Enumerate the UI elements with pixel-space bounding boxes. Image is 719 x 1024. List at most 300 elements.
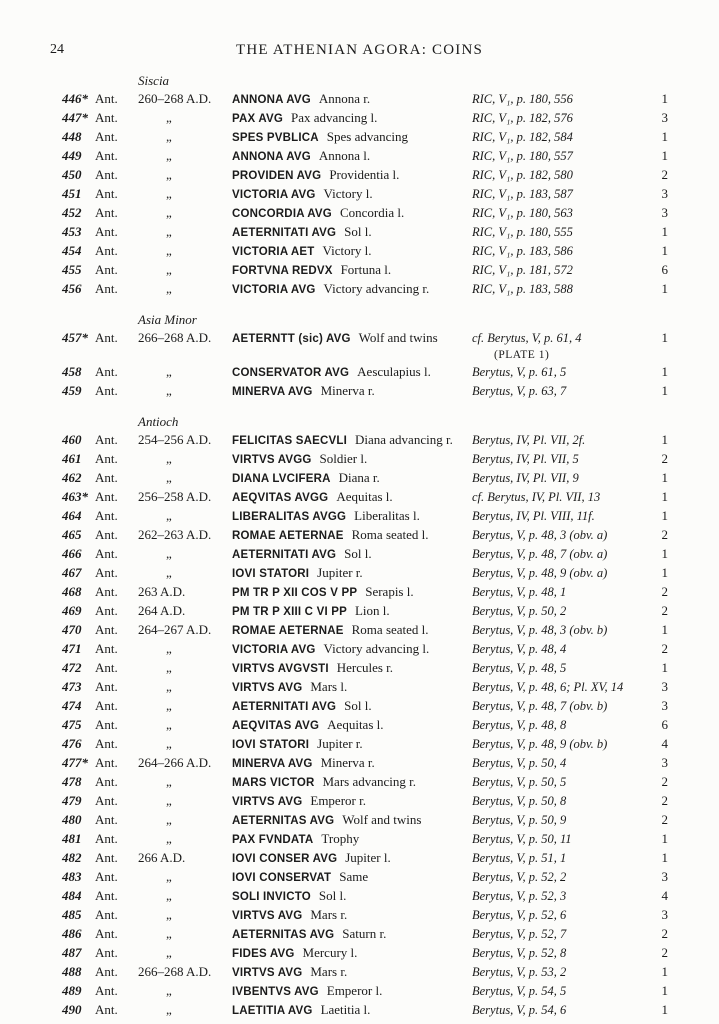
reference [472,204,654,222]
coin-legend: LIBERALITAS AVGG [232,511,347,523]
reference-text: Berytus, IV, Pl. VII, 9 [472,471,579,485]
coin-description: Diana r. [338,470,380,485]
catalog-number: 487 [62,945,82,960]
count: 2 [661,451,668,466]
catalog-number: 465 [62,527,82,542]
legend-cell [232,944,472,963]
coin-legend: SOLI INVICTO [232,891,311,903]
coin-legend: IOVI CONSER AVG [232,853,338,865]
coin-description: Roma seated l. [351,527,429,542]
catalog-number: 488 [62,964,82,979]
reference-text: Berytus, V, p. 52, 7 [472,927,567,941]
denomination: Ant. [95,243,118,258]
table-row [62,90,679,109]
coin-legend: AEQVITAS AVG [232,720,320,732]
table-row [62,363,679,382]
table-row [62,602,679,621]
date: „ [166,186,172,201]
count: 1 [661,622,668,637]
denomination: Ant. [95,774,118,789]
count: 1 [661,508,668,523]
reference-text: Berytus, V, p. 50, 8 [472,794,567,808]
denomination: Ant. [95,945,118,960]
catalog-number: 468 [62,584,82,599]
count: 1 [661,91,668,106]
count: 1 [661,831,668,846]
date: „ [166,660,172,675]
denomination: Ant. [95,167,118,182]
reference-text: Berytus, V, p. 48, 5 [472,661,567,675]
reference-text: RIC, V₁, p. 180, 555 [472,225,573,239]
table-row [62,773,679,792]
table-row [62,716,679,735]
catalog-number: 473 [62,679,82,694]
reference-text: Berytus, V, p. 48, 6; Pl. XV, 14 [472,680,624,694]
coin-legend: AETERNITAS AVG [232,929,335,941]
reference [472,849,654,867]
reference-text: Berytus, V, p. 52, 3 [472,889,567,903]
coin-description: Saturn r. [342,926,387,941]
table-row [62,659,679,678]
coin-description: Pax advancing l. [291,110,378,125]
reference-text: Berytus, V, p. 54, 6 [472,1003,567,1017]
coin-description: Victory l. [323,186,373,201]
count: 2 [661,945,668,960]
coin-legend: VIRTVS AVG [232,910,303,922]
legend-cell [232,754,472,773]
catalog-number: 474 [62,698,82,713]
denomination: Ant. [95,641,118,656]
coin-description: Jupiter r. [317,565,363,580]
catalog-number: 484 [62,888,82,903]
legend-cell [232,640,472,659]
coin-description: Trophy [321,831,360,846]
denomination: Ant. [95,755,118,770]
denomination: Ant. [95,926,118,941]
count: 3 [661,110,668,125]
count: 3 [661,755,668,770]
reference-text: cf. Berytus, V, p. 61, 4 [472,331,582,345]
coin-legend: VICTORIA AVG [232,644,316,656]
coin-description: Serapis l. [365,584,414,599]
legend-cell [232,1001,472,1020]
denomination: Ant. [95,964,118,979]
coin-legend: CONCORDIA AVG [232,208,332,220]
denomination: Ant. [95,527,118,542]
legend-cell [232,280,472,299]
catalog-number: 471 [62,641,82,656]
denomination: Ant. [95,793,118,808]
table-row [62,735,679,754]
catalog-number: 462 [62,470,82,485]
reference [472,261,654,279]
coin-legend: IOVI STATORI [232,739,310,751]
reference [472,488,654,506]
date: „ [166,383,172,398]
reference-text: Berytus, V, p. 48, 3 (obv. a) [472,528,608,542]
coin-legend: VICTORIA AVG [232,284,316,296]
count: 2 [661,584,668,599]
coin-legend: FELICITAS SAECVLI [232,435,347,447]
denomination: Ant. [95,831,118,846]
reference-text: Berytus, V, p. 50, 2 [472,604,567,618]
denomination: Ant. [95,186,118,201]
coin-description: Fortuna l. [340,262,392,277]
reference [472,925,654,943]
denomination: Ant. [95,508,118,523]
page-number: 24 [50,42,64,57]
reference [472,697,654,715]
coin-description: Sol l. [344,698,372,713]
coin-legend: VIRTVS AVG [232,682,303,694]
coin-description: Same [339,869,369,884]
date: „ [166,565,172,580]
denomination: Ant. [95,205,118,220]
reference [472,166,654,184]
legend-cell [232,982,472,1001]
date: „ [166,679,172,694]
table-row [62,963,679,982]
coin-legend: PM TR P XIII C VI PP [232,606,347,618]
legend-cell [232,811,472,830]
coin-description: Minerva r. [320,755,375,770]
count: 2 [661,774,668,789]
count: 1 [661,565,668,580]
reference [472,507,654,525]
count: 6 [661,717,668,732]
reference [472,564,654,582]
table-row [62,640,679,659]
date: 264 A.D. [138,603,186,618]
legend-cell [232,147,472,166]
legend-cell [232,450,472,469]
date: „ [166,698,172,713]
denomination: Ant. [95,1002,118,1017]
denomination: Ant. [95,91,118,106]
table-row [62,526,679,545]
reference [472,659,654,677]
coin-description: Providentia l. [329,167,400,182]
coin-legend: PM TR P XII COS V PP [232,587,358,599]
legend-cell [232,830,472,849]
table-row [62,1001,679,1020]
coin-description: Laetitia l. [320,1002,371,1017]
catalog-number: 490 [62,1002,82,1017]
legend-cell [232,963,472,982]
date: „ [166,129,172,144]
coin-legend: AETERNITATI AVG [232,549,337,561]
coin-description: Mars r. [310,907,348,922]
table-row [62,621,679,640]
date: „ [166,812,172,827]
coin-legend: ANNONA AVG [232,151,311,163]
denomination: Ant. [95,660,118,675]
reference-text: RIC, V₁, p. 183, 588 [472,282,573,296]
catalog-number: 479 [62,793,82,808]
reference-text: Berytus, V, p. 52, 8 [472,946,567,960]
reference [472,811,654,829]
date: „ [166,945,172,960]
legend-cell [232,128,472,147]
date: „ [166,148,172,163]
catalog-number: 480 [62,812,82,827]
reference-text: Berytus, V, p. 48, 4 [472,642,567,656]
legend-cell [232,678,472,697]
count: 1 [661,281,668,296]
coin-legend: IVBENTVS AVG [232,986,319,998]
coin-description: Wolf and twins [342,812,422,827]
coin-description: Aequitas l. [336,489,393,504]
coin-legend: AETERNITATI AVG [232,227,337,239]
count: 1 [661,148,668,163]
date: „ [166,793,172,808]
reference [472,526,654,544]
catalog-number: 476 [62,736,82,751]
count: 2 [661,926,668,941]
count: 1 [661,330,668,345]
reference-text: Berytus, V, p. 51, 1 [472,851,567,865]
reference-text: Berytus, IV, Pl. VII, 5 [472,452,579,466]
table-row [62,792,679,811]
reference [472,716,654,734]
table-row [62,185,679,204]
legend-cell [232,773,472,792]
catalog-number: 464 [62,508,82,523]
date: „ [166,907,172,922]
denomination: Ant. [95,565,118,580]
reference-text: Berytus, V, p. 48, 9 (obv. a) [472,566,608,580]
legend-cell [232,526,472,545]
count: 2 [661,793,668,808]
denomination: Ant. [95,148,118,163]
reference [472,754,654,772]
table-row [62,147,679,166]
count: 2 [661,167,668,182]
coin-legend: VICTORIA AVG [232,189,316,201]
date: „ [166,364,172,379]
table-row [62,564,679,583]
reference [472,830,654,848]
reference-text: RIC, V₁, p. 182, 584 [472,130,573,144]
reference [472,944,654,962]
table-row [62,583,679,602]
date: „ [166,1002,172,1017]
coin-description: Soldier l. [319,451,368,466]
coin-legend: MINERVA AVG [232,758,313,770]
reference-text: Berytus, V, p. 63, 7 [472,384,567,398]
coin-legend: CONSERVATOR AVG [232,367,350,379]
coin-legend: SPES PVBLICA [232,132,319,144]
reference [472,242,654,260]
legend-cell [232,602,472,621]
reference [472,185,654,203]
legend-cell [232,469,472,488]
table-row [62,204,679,223]
date: „ [166,508,172,523]
count: 3 [661,186,668,201]
coin-description: Aesculapius l. [357,364,431,379]
legend-cell [232,659,472,678]
coin-description: Victory advancing l. [323,641,430,656]
legend-cell [232,906,472,925]
denomination: Ant. [95,907,118,922]
date: „ [166,736,172,751]
catalog-number: 478 [62,774,82,789]
coin-legend: VIRTVS AVG [232,967,303,979]
legend-cell [232,925,472,944]
coin-description: Wolf and twins [358,330,438,345]
count: 3 [661,907,668,922]
reference [472,90,654,108]
denomination: Ant. [95,584,118,599]
legend-cell [232,868,472,887]
reference [472,640,654,658]
coin-legend: PAX FVNDATA [232,834,314,846]
count: 1 [661,1002,668,1017]
legend-cell [232,242,472,261]
coin-legend: VIRTVS AVG [232,796,303,808]
coin-legend: ANNONA AVG [232,94,311,106]
legend-cell [232,109,472,128]
table-row [62,830,679,849]
table-row [62,382,679,401]
catalog-section [62,413,679,1020]
reference [472,450,654,468]
catalog-number: 481 [62,831,82,846]
legend-cell [232,545,472,564]
date: „ [166,110,172,125]
legend-cell [232,329,472,348]
reference-text: RIC, V₁, p. 182, 580 [472,168,573,182]
coin-description: Mars r. [310,964,348,979]
denomination: Ant. [95,869,118,884]
count: 2 [661,641,668,656]
catalog-number: 482 [62,850,82,865]
coin-description: Mercury l. [302,945,358,960]
legend-cell [232,792,472,811]
denomination: Ant. [95,262,118,277]
denomination: Ant. [95,698,118,713]
table-row [62,280,679,299]
reference-text: Berytus, IV, Pl. VIII, 11f. [472,509,595,523]
coin-catalog-table [0,72,719,1020]
denomination: Ant. [95,603,118,618]
reference [472,887,654,905]
denomination: Ant. [95,983,118,998]
catalog-number: 456 [62,281,82,296]
reference [472,469,654,487]
page-title: THE ATHENIAN AGORA: COINS [235,42,484,58]
catalog-section [62,311,679,401]
reference-text: Berytus, V, p. 50, 11 [472,832,572,846]
coin-description: Sol l. [344,224,372,239]
date: „ [166,262,172,277]
reference [472,1001,654,1019]
coin-legend: FORTVNA REDVX [232,265,333,277]
table-row [62,329,679,363]
catalog-number: 458 [62,364,82,379]
reference-text: Berytus, V, p. 52, 2 [472,870,567,884]
table-row [62,128,679,147]
coin-description: Roma seated l. [351,622,429,637]
denomination: Ant. [95,679,118,694]
section-heading: Asia Minor [138,312,197,327]
date: „ [166,983,172,998]
catalog-number: 475 [62,717,82,732]
reference [472,128,654,146]
reference-text: RIC, V₁, p. 183, 586 [472,244,573,258]
coin-legend: DIANA LVCIFERA [232,473,331,485]
reference-text: RIC, V₁, p. 181, 572 [472,263,573,277]
reference-text: Berytus, V, p. 53, 2 [472,965,567,979]
section-heading: Antioch [138,414,179,429]
catalog-number: 446* [62,91,88,106]
coin-description: Hercules r. [336,660,394,675]
legend-cell [232,431,472,450]
date: „ [166,451,172,466]
denomination: Ant. [95,470,118,485]
section-heading: Siscia [138,73,170,88]
coin-description: Sol l. [318,888,347,903]
coin-description: Concordia l. [339,205,405,220]
legend-cell [232,849,472,868]
reference [472,963,654,981]
denomination: Ant. [95,110,118,125]
denomination: Ant. [95,850,118,865]
reference-text: RIC, V₁, p. 180, 556 [472,92,573,106]
legend-cell [232,716,472,735]
reference-text: RIC, V₁, p. 182, 576 [472,111,573,125]
denomination: Ant. [95,546,118,561]
table-row [62,109,679,128]
coin-legend: AETERNTT (sic) AVG [232,333,351,345]
count: 4 [661,888,668,903]
denomination: Ant. [95,736,118,751]
table-row [62,697,679,716]
catalog-number: 452 [62,205,82,220]
date: „ [166,717,172,732]
reference-text: Berytus, V, p. 48, 1 [472,585,567,599]
reference-text: Berytus, V, p. 52, 6 [472,908,567,922]
catalog-number: 477* [62,755,88,770]
catalog-number: 455 [62,262,82,277]
count: 1 [661,489,668,504]
count: 1 [661,129,668,144]
catalog-number: 448 [62,129,82,144]
coin-legend: MINERVA AVG [232,386,313,398]
coin-description: Annona r. [318,91,371,106]
legend-cell [232,507,472,526]
coin-description: Mars l. [310,679,348,694]
reference-text: Berytus, V, p. 50, 9 [472,813,567,827]
date: „ [166,167,172,182]
reference [472,363,654,381]
date: „ [166,546,172,561]
count: 1 [661,383,668,398]
catalog-section [62,72,679,299]
legend-cell [232,564,472,583]
coin-legend: IOVI CONSERVAT [232,872,332,884]
reference [472,583,654,601]
count: 3 [661,869,668,884]
catalog-number: 489 [62,983,82,998]
reference-plate: (PLATE 1) [494,349,550,361]
date: „ [166,243,172,258]
date: „ [166,470,172,485]
page-header [0,42,719,62]
coin-legend: ROMAE AETERNAE [232,530,344,542]
catalog-number: 469 [62,603,82,618]
